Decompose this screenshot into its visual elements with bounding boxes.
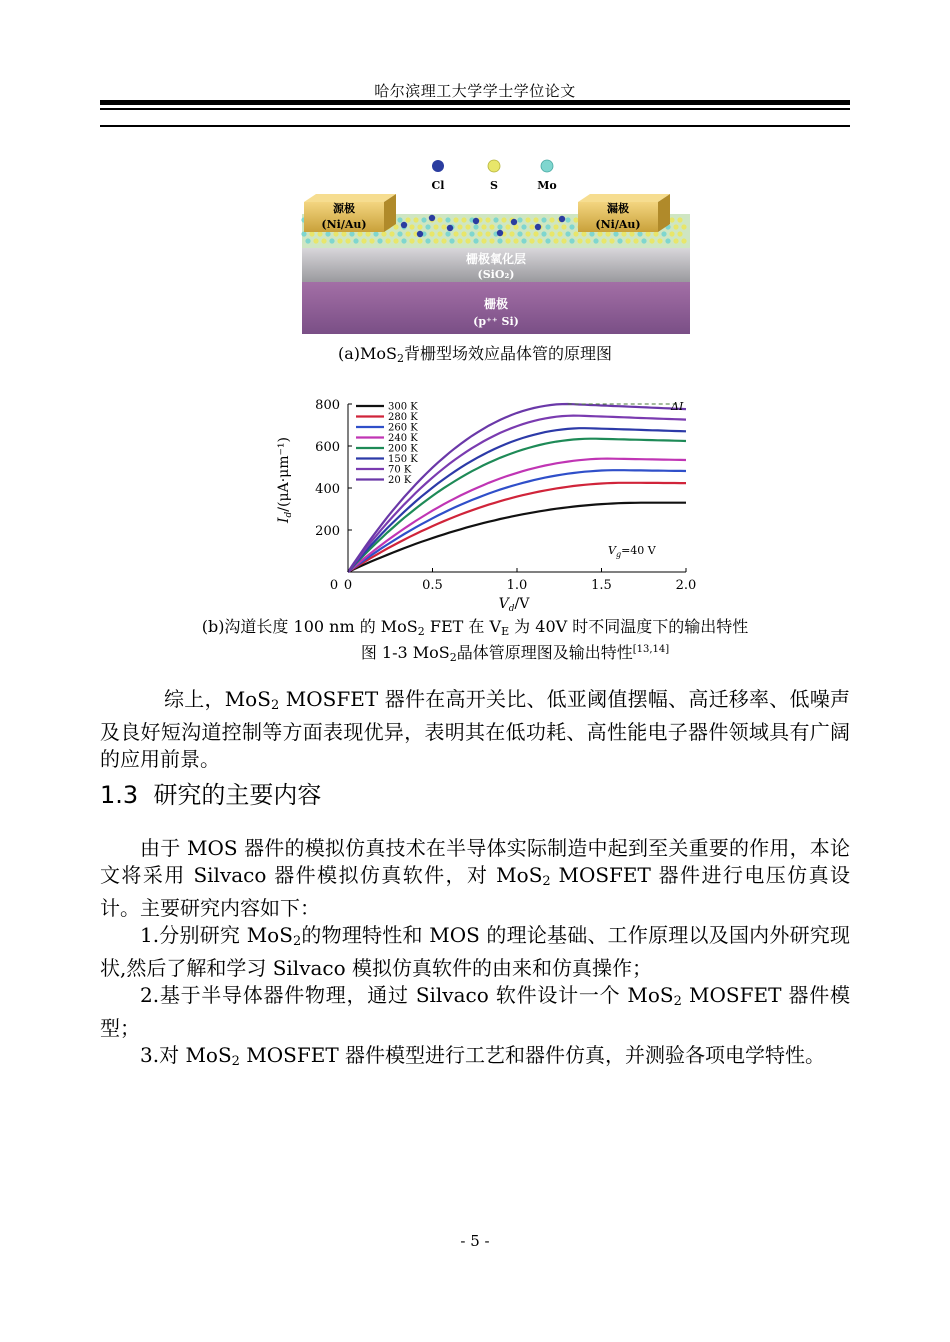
legend-cl-label: Cl [431,179,445,192]
chlorine-atom [497,230,503,236]
lattice-atom [381,231,386,236]
lattice-atom [677,217,682,222]
lattice-atom [397,217,402,222]
lattice-atom [673,224,678,229]
lattice-atom [681,238,686,243]
lattice-atom [329,238,334,243]
oxide-label: 栅极氧化层 [465,252,527,266]
vg-annotation: $V_g=40$ V [608,544,656,559]
chlorine-atom [473,218,479,224]
lattice-atom [501,217,506,222]
lattice-atom [509,231,514,236]
lattice-atom [549,217,554,222]
lattice-atom [513,238,518,243]
source-label: 源极 [333,202,355,215]
lattice-atom [557,231,562,236]
lattice-atom [565,217,570,222]
mos2-device-schematic [300,150,692,336]
lattice-atom [493,217,498,222]
lattice-atom [309,231,314,236]
lattice-atom [617,238,622,243]
lattice-atom [565,231,570,236]
lattice-atom [541,217,546,222]
lattice-atom [417,224,422,229]
lattice-atom [541,231,546,236]
y-tick-label: 200 [315,524,340,539]
lattice-atom [593,238,598,243]
lattice-atom [517,217,522,222]
chlorine-atom [429,215,435,221]
lattice-atom [529,224,534,229]
gate-material: (p⁺⁺ Si) [473,315,519,328]
chlorine-atom [417,231,423,237]
lattice-atom [305,238,310,243]
lattice-atom [613,231,618,236]
lattice-atom [657,238,662,243]
body-text [100,835,850,1075]
lattice-atom [545,224,550,229]
lattice-atom [505,238,510,243]
lattice-atom [529,238,534,243]
lattice-atom [669,217,674,222]
header-rule-thin [100,108,850,110]
legend-label: 280 K [388,412,418,423]
lattice-atom [321,238,326,243]
chlorine-atom [401,222,407,228]
legend-mo-label: Mo [537,179,557,192]
chlorine-atom [511,219,517,225]
source-electrode-top [304,194,396,202]
lattice-atom [497,224,502,229]
x-tick-label: 2.0 [675,578,697,593]
lattice-atom [633,238,638,243]
lattice-atom [609,238,614,243]
lattice-atom [385,238,390,243]
lattice-atom [441,224,446,229]
lattice-atom [473,238,478,243]
lattice-atom [437,231,442,236]
lattice-atom [525,231,530,236]
lattice-atom [393,238,398,243]
x-axis-label: $V_d/V$ [498,596,530,612]
lattice-atom [661,231,666,236]
summary-paragraph: 综上，MoS$_2$ MOSFET 器件在高开关比、低亚阈值摆幅、高迁移率、低噪声及良好短沟道控制等方面表现优异，表明其在低功耗、高性能电子器件领域具有广阔的应用前景。 [100,687,850,771]
lattice-atom [433,224,438,229]
lattice-atom [533,231,538,236]
legend-label: 150 K [388,454,418,465]
lattice-atom [453,217,458,222]
lattice-atom [437,217,442,222]
lattice-atom [573,231,578,236]
lattice-atom [417,238,422,243]
lattice-atom [581,231,586,236]
lattice-atom [629,231,634,236]
lattice-atom [665,238,670,243]
lattice-atom [317,231,322,236]
delta-annotation: ΔI [671,400,684,413]
lattice-atom [441,238,446,243]
lattice-atom [369,238,374,243]
lattice-atom [457,238,462,243]
lattice-atom [489,238,494,243]
lattice-atom [337,238,342,243]
lattice-atom [561,224,566,229]
lattice-atom [333,231,338,236]
lattice-atom [485,217,490,222]
lattice-atom [573,217,578,222]
drain-electrode-top [578,194,670,202]
page-number: - 5 - [460,1232,490,1250]
lattice-atom [637,231,642,236]
lattice-atom [453,231,458,236]
lattice-atom [497,238,502,243]
y-tick-label: 600 [315,440,340,455]
running-header: 哈尔滨理工大学学士学位论文 [374,82,576,100]
legend-mo-dot [541,160,553,172]
lattice-atom [341,231,346,236]
lattice-atom [537,238,542,243]
lattice-atom [349,231,354,236]
chlorine-atom [535,224,541,230]
lattice-atom [521,224,526,229]
lattice-atom [681,224,686,229]
chlorine-atom [559,216,565,222]
lattice-atom [353,238,358,243]
list-item-1: 1.分别研究 MoS$_2$的物理特性和 MOS 的理论基础、工作原理以及国内外研究现状,然后了解和学习 Silvaco 模拟仿真软件的由来和仿真操作； [100,923,850,980]
lattice-atom [569,224,574,229]
lattice-atom [465,238,470,243]
list-item-2: 2.基于半导体器件物理，通过 Silvaco 软件设计一个 MoS$_2$ MOSFET 器件模型； [100,983,850,1040]
lattice-atom [669,231,674,236]
legend-label: 300 K [388,401,418,413]
lattice-atom [521,238,526,243]
lattice-atom [425,238,430,243]
lattice-atom [605,231,610,236]
lattice-atom [425,224,430,229]
lattice-atom [649,238,654,243]
legend-label: 260 K [388,422,418,434]
lattice-atom [621,231,626,236]
header-rule-thick [100,100,850,105]
lattice-atom [457,224,462,229]
lattice-atom [653,231,658,236]
legend-label: 200 K [388,443,418,455]
lattice-atom [673,238,678,243]
lattice-atom [365,231,370,236]
legend-s-dot [488,160,500,172]
lattice-atom [553,224,558,229]
lattice-atom [465,224,470,229]
figure-b-caption: (b)沟道长度 100 nm 的 MoS$_2$ FET 在 $V_E$ 为 40V 时不同温度下的输出特性 [201,617,749,638]
lattice-atom [645,231,650,236]
lattice-atom [449,238,454,243]
legend-label: 20 K [388,475,412,486]
lattice-atom [489,224,494,229]
lattice-atom [409,238,414,243]
lattice-atom [445,217,450,222]
drain-material: (Ni/Au) [595,218,641,231]
lattice-atom [549,231,554,236]
list-item-3: 3.对 MoS$_2$ MOSFET 器件模型进行工艺和器件仿真，并测验各项电学特性。 [140,1043,826,1069]
lattice-atom [481,224,486,229]
section-heading: 1.3 研究的主要内容 [100,781,322,809]
lattice-atom [461,217,466,222]
oxide-material: (SiO₂) [477,268,515,281]
lattice-atom [461,231,466,236]
lattice-atom [569,238,574,243]
lattice-atom [505,224,510,229]
legend-cl-dot [432,160,444,172]
lattice-atom [561,238,566,243]
lattice-atom [421,217,426,222]
lattice-atom [389,231,394,236]
figure-a-caption: (a)MoS$_2$背栅型场效应晶体管的原理图 [337,344,612,365]
lattice-atom [345,238,350,243]
y-axis-label: $I_d/(\mu A\cdot\mu m^{-1})$ [276,437,294,523]
gate-label: 栅极 [483,297,509,311]
lattice-atom [397,231,402,236]
y-tick-label: 400 [315,482,340,497]
lattice-atom [553,238,558,243]
chlorine-atom [447,225,453,231]
lattice-atom [589,231,594,236]
x-tick-label: 1.0 [506,578,528,593]
lattice-atom [485,231,490,236]
lattice-atom [469,231,474,236]
x-tick-label: 1.5 [591,578,612,593]
chart-legend [356,402,418,487]
header-rule-body [100,125,850,127]
figure-caption: 图 1-3 MoS$_2$晶体管原理图及输出特性[13,14] [360,643,670,664]
legend-label: 240 K [388,433,418,444]
lattice-atom [601,238,606,243]
lattice-atom [597,231,602,236]
lattice-atom [641,238,646,243]
lattice-atom [377,238,382,243]
legend-label: 70 K [388,464,412,476]
lattice-atom [401,238,406,243]
lattice-atom [433,238,438,243]
lattice-atom [677,231,682,236]
x-tick-label: 0 [343,578,353,593]
lattice-atom [313,238,318,243]
source-material: (Ni/Au) [321,218,367,231]
lattice-atom [625,238,630,243]
x-tick-label: 0.5 [422,578,443,593]
lattice-atom [517,231,522,236]
lattice-atom [445,231,450,236]
y-tick-label: 800 [315,398,340,413]
lattice-atom [545,238,550,243]
lattice-atom [405,231,410,236]
lattice-atom [325,231,330,236]
lattice-atom [373,231,378,236]
lattice-atom [477,231,482,236]
origin-tick-label: 0 [329,578,339,593]
lattice-atom [409,224,414,229]
lattice-atom [429,231,434,236]
legend-s-label: S [490,179,498,192]
lattice-atom [577,238,582,243]
lattice-atom [361,238,366,243]
body-paragraph-1: 由于 MOS 器件的模拟仿真技术在半导体实际制造中起到至关重要的作用，本论文将采用 Silvaco 器件模拟仿真软件，对 MoS$_2$ MOSFET 器件进行电压仿真设计。主要研究内容如下： [100,836,850,920]
lattice-atom [473,224,478,229]
lattice-atom [405,217,410,222]
lattice-atom [533,217,538,222]
lattice-atom [413,217,418,222]
lattice-atom [585,238,590,243]
lattice-atom [525,217,530,222]
lattice-atom [357,231,362,236]
drain-label: 漏极 [607,202,629,215]
lattice-atom [481,238,486,243]
curve-280-k [348,483,686,572]
lattice-atom [301,231,306,236]
output-characteristics-chart [262,390,702,612]
